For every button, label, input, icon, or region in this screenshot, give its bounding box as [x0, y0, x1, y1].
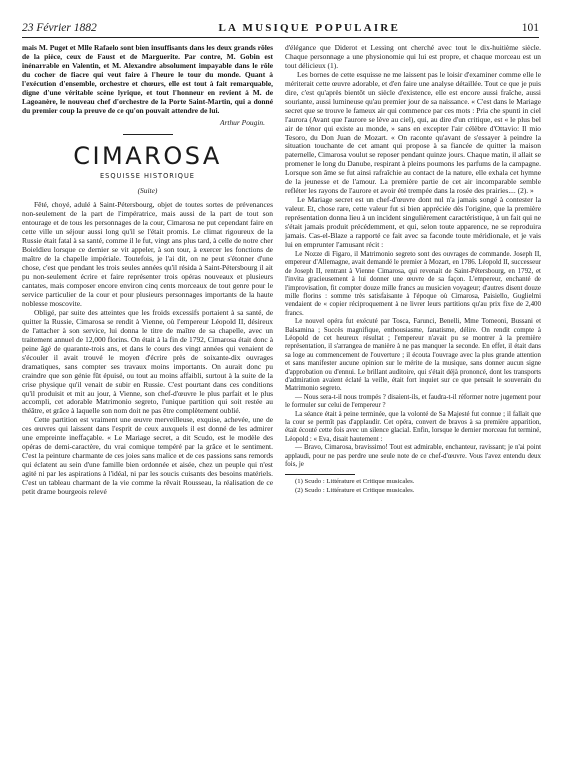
- left-column: [22, 44, 273, 744]
- page-number: 101: [521, 22, 539, 34]
- body-paragraph: Les bornes de cette esquisse ne me laissent pas le loisir d'examiner comme elle le mériterait cette œuvre adorable, et d'en faire une analyse détaillée. Tout ce que je puis dire, c'est qu'après bientôt un siècle d'existence, elle est encore aussi fraîche, aussi souriante, aussi lumineuse qu'au premier jour de sa naissance. « C'est dans le Mariage secret que se trouve le fameux air qui commence par ces mots : Pria che spunti in ciel l'aurora (Avant que l'aurore se lève au ciel), qui, au dire d'un critique, est « le plus bel air de ténor qui existe au monde, » sans en excepter l'air célèbre d'Ottavio: Il mio Tesoro, du Don Juan de Mozart. « On raconte qu'avant de s'essayer à peindre la situation touchante de cet amant qui propose à sa fiancée de quitter la maison paternelle, Cimarosa voulut se reposer pendant quinze jours. Chaque matin, il allait se promener le long du Danube, respirant à pleins poumons les parfums de la campagne. Lorsque son âme se fut ainsi rafraîchie au contact de la nature, elle exhala cet hymne de la jeunesse et de l'amour. La première partie de cet air incomparable semble refléter les rayons de l'aurore et avoir été trempée dans la rosée des prairies.... (2). »: [285, 69, 541, 196]
- issue-date: 23 Février 1882: [22, 22, 97, 34]
- quote-paragraph: La séance était à peine terminée, que la volonté de Sa Majesté fut connue ; il fallait que la cour se permît pas d'applaudir. Cet opéra, convert de bravos à sa première apparition, était écouté cette fois avec un silence glacial. Enfin, lorsque le dernier morceau fut terminé, Léopold : « Eva, disait hautement :: [285, 409, 541, 443]
- quote-paragraph: Le Nozze di Figaro, il Matrimonio segreto sont des ouvrages de commande. Joseph II, empereur d'Allemagne, avait demandé le premier à Mozart, en 1786. Léopold II, successeur de Joseph II, rentrant à Vienne Cimarosa, qui revenait de Saint-Pétersbourg, en 1792, et l'invita gracieusement à lui donner une œuvre de sa façon. L'empereur, enchanté de l'improvisation, fit compter douze mille francs au musicien voyageur; d'autres disent douze mille florins : somme très satisfaisante à l'époque où Cimarosa, Paisiello, Guglielmi vendaient de « copier réciproquement à ne livrer leurs partitions qu'au prix fixe de 2,400 francs.: [285, 249, 541, 317]
- body-paragraph: Le Mariage secret est un chef-d'œuvre dont nul n'a jamais songé à contester la valeur. Et, chose rare, cette valeur fut si bien appréciée dès l'origine, que la première représentation donna lieu à un incident singulièrement caractéristique, à un fait qui ne s'était jamais produit précédemment, et qui, selon toute apparence, ne se reproduira jamais. Cas-el-Blaze a rapporté ce fait avec sa faconde toute méridionale, et je vais lui en emprunter l'amusant récit :: [285, 195, 541, 249]
- quote-paragraph: — Bravo, Cimarosa, bravissimo! Tout est admirable, enchanteur, ravissant; je n'ai point applaudi, pour ne pas perdre une seule note de ce chef-d'œuvre. Vous l'avez entendu deux fois, je: [285, 443, 541, 469]
- article-title: CIMAROSA: [73, 141, 222, 170]
- author-signature: Arthur Pougin.: [219, 117, 265, 127]
- header-rule: [22, 37, 539, 38]
- footnote: (2) Scudo : Littérature et Critique musicales.: [295, 486, 415, 494]
- journal-title: LA MUSIQUE POPULAIRE: [218, 22, 400, 34]
- right-column: [285, 44, 541, 744]
- body-paragraph: d'élégance que Diderot et Lessing ont cherché avec tout le dix-huitième siècle. Chaque personnage a une physionomie qui lui est propre, et chaque morceau est un tout délicieux (1).: [285, 44, 541, 70]
- quoted-anecdote: [285, 250, 541, 469]
- review-lead-paragraph: mais M. Puget et Mlle Rafaelo sont bien insuffisants dans les deux grands rôles de la pièce, ceux de Faust et de Marguerite. Par contre, M. Gobin est inénarrable en Valentin, et M. Alexandre absolument impayable dans le rôle du cocher de fiacre qui veut faire à l'heure le tour du monde. Quant à l'exécution d'ensemble, orchestre et chœurs, elle est tout à fait remarquable, digne d'une véritable scène lyrique, et tout l'honneur en revient à M. de Lagoanère, le nouveau chef d'orchestre de la Porte Saint-Martin, qui a donné du premier coup la preuve de ce qu'on pouvait attendre de lui.: [22, 44, 273, 115]
- footnote: (1) Scudo : Littérature et Critique musicales.: [295, 478, 415, 486]
- article-separator: [123, 134, 173, 135]
- body-paragraph: Cette partition est vraiment une œuvre merveilleuse, exquise, achevée, une de ces œuvres qui laissent dans l'esprit de ceux auxquels il est donné de les admirer une empreinte ineffaçable. « Le Mariage secret, a dit Scudo, est le modèle des opéras de demi-caractère, du vrai comique tempéré par la grâce et le sentiment. C'est la peinture charmante de ces joies sans malice et de ces passions sans remords qui éclatent au sein d'une famille bien ordonnée et aisée, chez un peuple qui n'est agité ni par les aspirations à l'idéal, ni par les soucis cuisants des besoins matériels. C'est un tableau charmant de la vie comme la rêvait Rousseau, la réalisation de ce petit drame bourgeois relevé: [22, 415, 273, 496]
- article-subtitle: ESQUISSE HISTORIQUE: [100, 171, 195, 180]
- page-header: [22, 18, 539, 34]
- quote-paragraph: — Nous sera-t-il nous trompés ? disaient-ils, et faudra-t-il réformer notre jugement pour le formuler sur celui de l'empereur ?: [285, 392, 541, 410]
- footnote-rule: [285, 474, 355, 475]
- body-paragraph: Fêté, choyé, adulé à Saint-Pétersbourg, objet de toutes sortes de prévenances non-seulement de la part de l'impératrice, mais aussi de la part de tout son entourage et de tous les personnages de la cour, Cimarosa ne put cependant faire en cette ville un séjour aussi long qu'il se l'était promis. Le climat rigoureux de la Russie était fatal à sa santé, comme il le fut, vingt ans plus tard, à celle de notre cher Boieldieu lorsque ce dernier se vit appeler, à son tour, à exercer les fonctions de maître de la chapelle impériale. Toutefois, je l'ai dit, on ne peut s'étonner d'une chose, c'est que pendant les trois seules années qu'il résida à Saint-Pétersbourg il ait pu non-seulement écrire et faire représenter trois opéras nouveaux et plusieurs cantates, mais composer encore environ cinq cents morceaux de tout genre pour le service particulier de la cour et pour plusieurs personnages importants de la haute noblesse moscovite.: [22, 200, 273, 308]
- body-paragraph: Obligé, par suite des atteintes que les froids excessifs portaient à sa santé, de quitter la Russie, Cimarosa se rendit à Vienne, où l'empereur Léopold II, désireux de l'attacher à son service, lui donna le titre de maître de sa chapelle, avec un traitement annuel de 12,000 florins. On était à la fin de 1792, Cimarosa était donc à peine âgé de quarante-trois ans, et dans le cours des vingt années qui venaient de s'écouler il avait trouvé le moyen d'écrire près de soixante-dix ouvrages dramatiques, sans compter ses travaux moins importants. On aurait donc pu craindre que son génie fût épuisé, ou tout au moins affaibli, surtout à la suite de la crise physique qu'il venait de subir en Russie. C'est pourtant dans ces conditions qu'il produisit et mit au jour, à Vienne, son chef-d'œuvre le plus parfait et le plus accompli, cet adorable Matrimonio segreto, l'unique partition qui soit restée au théâtre, et grâce à laquelle son nom doit ne pas être complètement oublié.: [22, 307, 273, 416]
- quote-paragraph: Le nouvel opéra fut exécuté par Tosca, Farunci, Benelli, Mme Tomeoni, Bussani et Balsamina ; Succès magnifique, enthousiasme, fanatisme, délire. On rendit compte à Léopold de cet heureux résultat ; l'empereur n'avait pu se montrer à la première représentation, il s'arrangea de manière à ne pas manquer la seconde. En effet, il était dans sa loge au commencement de l'ouverture ; il écouta l'ouvrage avec la plus grande attention et sans manifester aucune opinion sur le mérite de la musique, sans donner aucun signe d'approbation ou d'ennui. Le brillant auditoire, qui s'était déjà prononcé, dont les transports d'admiration avaient éclaté la veille, était fort inquiet sur ce que pensait le souverain du Matrimonio segreto.: [285, 317, 541, 393]
- suite-label: (Suite): [137, 185, 158, 195]
